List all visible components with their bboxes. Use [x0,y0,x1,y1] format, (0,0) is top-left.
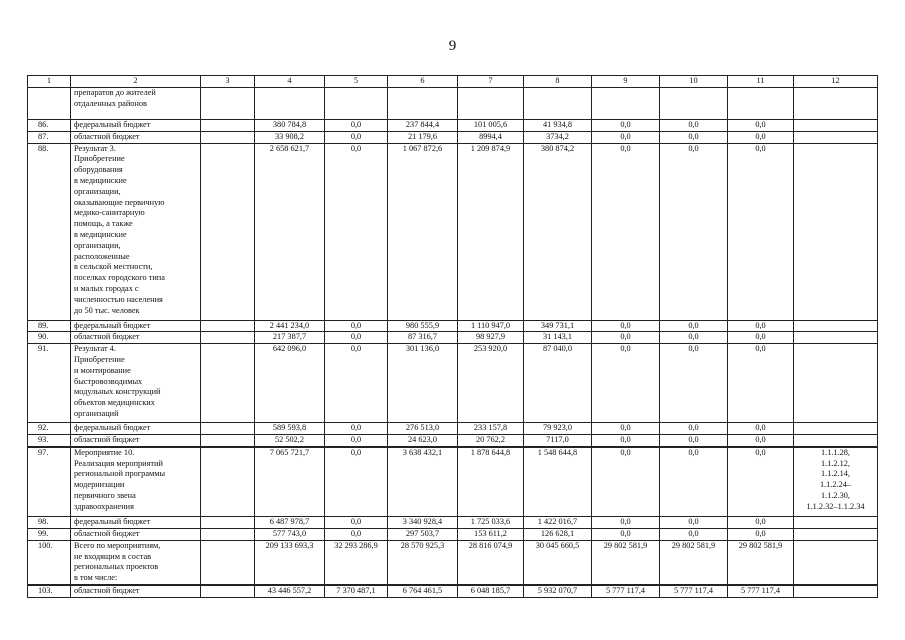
col-3-cell [201,120,255,132]
table-row [28,120,878,132]
value-col-9-cell [592,88,660,120]
row-number-cell: 91. [28,344,71,423]
value-col-5-cell: 0,0 [325,423,388,435]
value-col-10-cell: 0,0 [660,143,728,320]
value-col-11-cell: 5 777 117,4 [728,585,794,597]
value-col-7-cell: 253 920,0 [458,344,524,423]
item-name-cell: областной бюджет [71,332,201,344]
item-name-cell: областной бюджет [71,585,201,597]
header-cell: 10 [660,76,728,88]
value-col-10-cell: 0,0 [660,120,728,132]
indicator-refs-cell [794,332,878,344]
total-value-cell: 33 908,2 [255,131,325,143]
value-col-10-cell: 0,0 [660,131,728,143]
value-col-6-cell: 1 067 872,6 [388,143,458,320]
total-value-cell: 7 065 721,7 [255,447,325,517]
value-col-7-cell: 1 878 644,8 [458,447,524,517]
value-col-6-cell: 28 570 925,3 [388,540,458,585]
value-col-5-cell: 0,0 [325,143,388,320]
page-number: 9 [448,38,457,54]
indicator-refs-cell [794,88,878,120]
value-col-11-cell: 0,0 [728,120,794,132]
value-col-11-cell: 0,0 [728,320,794,332]
value-col-6-cell: 980 555,9 [388,320,458,332]
table-row [28,517,878,529]
value-col-6-cell: 6 764 461,5 [388,585,458,597]
value-col-7-cell: 98 927,9 [458,332,524,344]
value-col-6-cell [388,88,458,120]
value-col-7-cell: 1 209 874,9 [458,143,524,320]
value-col-11-cell: 0,0 [728,143,794,320]
value-col-9-cell: 0,0 [592,434,660,446]
indicator-refs-cell [794,131,878,143]
value-col-8-cell: 31 143,1 [524,332,592,344]
value-col-7-cell: 28 816 074,9 [458,540,524,585]
row-number-cell: 99. [28,529,71,541]
table-body [28,76,878,598]
value-col-11-cell: 0,0 [728,332,794,344]
value-col-10-cell: 5 777 117,4 [660,585,728,597]
indicator-refs-cell [794,434,878,446]
table-row [28,143,878,320]
value-col-7-cell: 6 048 185,7 [458,585,524,597]
value-col-9-cell: 0,0 [592,120,660,132]
value-col-8-cell: 380 874,2 [524,143,592,320]
value-col-5-cell: 7 370 487,1 [325,585,388,597]
value-col-8-cell: 79 923,0 [524,423,592,435]
indicator-refs-cell [794,517,878,529]
total-value-cell: 577 743,0 [255,529,325,541]
col-3-cell [201,423,255,435]
value-col-5-cell: 0,0 [325,434,388,446]
header-cell: 12 [794,76,878,88]
col-3-cell [201,344,255,423]
total-value-cell: 52 502,2 [255,434,325,446]
col-3-cell [201,332,255,344]
value-col-11-cell: 0,0 [728,131,794,143]
item-name-cell: Мероприятие 10. Реализация мероприятий региональной программы модернизации первичного звена здравоохранения [71,447,201,517]
value-col-9-cell: 0,0 [592,447,660,517]
item-name-cell: федеральный бюджет [71,517,201,529]
value-col-8-cell: 1 422 016,7 [524,517,592,529]
value-col-6-cell: 24 623,0 [388,434,458,446]
indicator-refs-cell [794,143,878,320]
item-name-cell: областной бюджет [71,529,201,541]
table-row [28,423,878,435]
value-col-10-cell: 0,0 [660,447,728,517]
value-col-9-cell: 0,0 [592,344,660,423]
total-value-cell: 209 133 693,3 [255,540,325,585]
item-name-cell: областной бюджет [71,131,201,143]
table-row [28,447,878,517]
value-col-9-cell: 0,0 [592,320,660,332]
header-cell: 5 [325,76,388,88]
value-col-9-cell: 0,0 [592,143,660,320]
col-3-cell [201,131,255,143]
row-number-cell: 97. [28,447,71,517]
value-col-11-cell: 29 802 581,9 [728,540,794,585]
indicator-refs-cell [794,540,878,585]
value-col-11-cell: 0,0 [728,344,794,423]
value-col-5-cell [325,88,388,120]
col-3-cell [201,585,255,597]
value-col-8-cell: 3734,2 [524,131,592,143]
item-name-cell: федеральный бюджет [71,320,201,332]
total-value-cell: 589 593,8 [255,423,325,435]
indicator-refs-cell [794,344,878,423]
value-col-8-cell: 349 731,1 [524,320,592,332]
row-number-cell: 88. [28,143,71,320]
table-row [28,540,878,585]
total-value-cell: 380 784,8 [255,120,325,132]
col-3-cell [201,447,255,517]
value-col-10-cell: 0,0 [660,517,728,529]
table-row [28,88,878,120]
item-name-cell: областной бюджет [71,434,201,446]
value-col-10-cell: 0,0 [660,423,728,435]
budget-table [27,75,878,598]
row-number-cell: 100. [28,540,71,585]
value-col-6-cell: 276 513,0 [388,423,458,435]
row-number-cell: 93. [28,434,71,446]
indicator-refs-cell [794,120,878,132]
header-cell: 9 [592,76,660,88]
indicator-refs-cell: 1.1.1.28, 1.1.2.12, 1.1.2.14, 1.1.2.24– 1.1.2.30, 1.1.2.32–1.1.2.34 [794,447,878,517]
value-col-7-cell: 20 762,2 [458,434,524,446]
value-col-5-cell: 0,0 [325,447,388,517]
total-value-cell: 43 446 557,2 [255,585,325,597]
value-col-5-cell: 0,0 [325,332,388,344]
value-col-7-cell: 233 157,8 [458,423,524,435]
value-col-7-cell: 1 110 947,0 [458,320,524,332]
value-col-9-cell: 0,0 [592,529,660,541]
value-col-9-cell: 0,0 [592,423,660,435]
value-col-10-cell: 0,0 [660,434,728,446]
col-3-cell [201,434,255,446]
value-col-11-cell: 0,0 [728,529,794,541]
col-3-cell [201,517,255,529]
item-name-cell: препаратов до жителей отдаленных районов [71,88,201,120]
header-cell: 3 [201,76,255,88]
value-col-6-cell: 297 503,7 [388,529,458,541]
item-name-cell: федеральный бюджет [71,120,201,132]
col-3-cell [201,540,255,585]
value-col-5-cell: 32 293 286,9 [325,540,388,585]
indicator-refs-cell [794,585,878,597]
indicator-refs-cell [794,529,878,541]
total-value-cell: 217 387,7 [255,332,325,344]
table-row [28,585,878,597]
total-value-cell [255,88,325,120]
value-col-5-cell: 0,0 [325,320,388,332]
value-col-10-cell: 0,0 [660,529,728,541]
table-row [28,320,878,332]
value-col-10-cell: 29 802 581,9 [660,540,728,585]
indicator-refs-cell [794,423,878,435]
row-number-cell: 87. [28,131,71,143]
table-row [28,529,878,541]
value-col-11-cell: 0,0 [728,423,794,435]
value-col-7-cell: 153 611,2 [458,529,524,541]
item-name-cell: Результат 3. Приобретение оборудования в медицинские организации, оказывающие первичную медико-санитарную помощь, а также в медицинские организации, расположенные в сельской местности, поселках городского типа и малых городах с численностью населения до 50 тыс. человек [71,143,201,320]
item-name-cell: федеральный бюджет [71,423,201,435]
value-col-11-cell: 0,0 [728,447,794,517]
value-col-8-cell [524,88,592,120]
header-cell: 2 [71,76,201,88]
value-col-8-cell: 87 040,0 [524,344,592,423]
value-col-5-cell: 0,0 [325,120,388,132]
total-value-cell: 2 658 621,7 [255,143,325,320]
row-number-cell: 89. [28,320,71,332]
total-value-cell: 6 487 978,7 [255,517,325,529]
value-col-9-cell: 0,0 [592,517,660,529]
col-3-cell [201,143,255,320]
value-col-10-cell [660,88,728,120]
row-number-cell: 86. [28,120,71,132]
total-value-cell: 2 441 234,0 [255,320,325,332]
value-col-6-cell: 3 638 432,1 [388,447,458,517]
header-row [28,76,878,88]
item-name-cell: Результат 4. Приобретение и монтирование быстровозводимых модульных конструкций объектов медицинских организаций [71,344,201,423]
header-cell: 4 [255,76,325,88]
value-col-7-cell [458,88,524,120]
header-cell: 1 [28,76,71,88]
value-col-6-cell: 87 316,7 [388,332,458,344]
value-col-8-cell: 7117,0 [524,434,592,446]
row-number-cell: 92. [28,423,71,435]
value-col-8-cell: 30 045 660,5 [524,540,592,585]
value-col-8-cell: 5 932 070,7 [524,585,592,597]
header-cell: 8 [524,76,592,88]
row-number-cell [28,88,71,120]
value-col-9-cell: 0,0 [592,332,660,344]
value-col-7-cell: 101 005,6 [458,120,524,132]
value-col-8-cell: 41 934,8 [524,120,592,132]
value-col-6-cell: 3 340 928,4 [388,517,458,529]
value-col-11-cell [728,88,794,120]
value-col-11-cell: 0,0 [728,517,794,529]
row-number-cell: 98. [28,517,71,529]
value-col-6-cell: 21 179,6 [388,131,458,143]
value-col-6-cell: 237 844,4 [388,120,458,132]
value-col-8-cell: 1 548 644,8 [524,447,592,517]
header-cell: 7 [458,76,524,88]
value-col-7-cell: 8994,4 [458,131,524,143]
value-col-11-cell: 0,0 [728,434,794,446]
row-number-cell: 103. [28,585,71,597]
header-cell: 6 [388,76,458,88]
table-row [28,434,878,446]
col-3-cell [201,320,255,332]
value-col-10-cell: 0,0 [660,320,728,332]
table-row [28,131,878,143]
row-number-cell: 90. [28,332,71,344]
value-col-10-cell: 0,0 [660,344,728,423]
value-col-10-cell: 0,0 [660,332,728,344]
value-col-7-cell: 1 725 033,6 [458,517,524,529]
value-col-9-cell: 5 777 117,4 [592,585,660,597]
total-value-cell: 642 096,0 [255,344,325,423]
value-col-5-cell: 0,0 [325,529,388,541]
value-col-5-cell: 0,0 [325,344,388,423]
value-col-5-cell: 0,0 [325,517,388,529]
col-3-cell [201,88,255,120]
indicator-refs-cell [794,320,878,332]
header-cell: 11 [728,76,794,88]
col-3-cell [201,529,255,541]
value-col-9-cell: 29 802 581,9 [592,540,660,585]
item-name-cell: Всего по мероприятиям, не входящим в состав региональных проектов в том числе: [71,540,201,585]
table-row [28,344,878,423]
table-row [28,332,878,344]
value-col-8-cell: 126 628,1 [524,529,592,541]
value-col-6-cell: 301 136,0 [388,344,458,423]
value-col-5-cell: 0,0 [325,131,388,143]
value-col-9-cell: 0,0 [592,131,660,143]
